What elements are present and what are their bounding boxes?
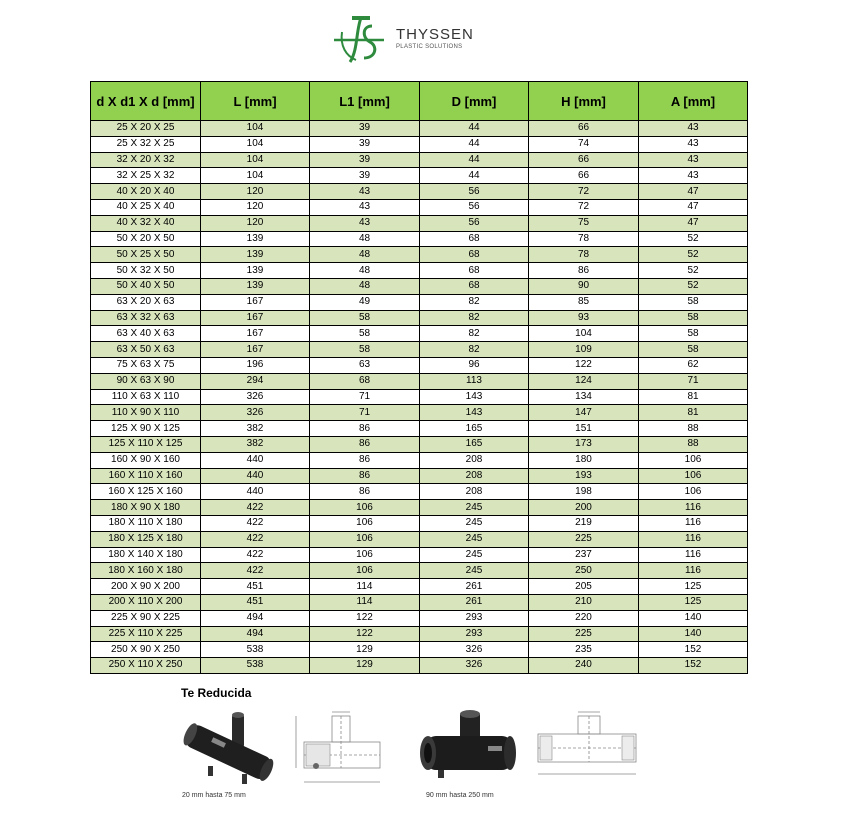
table-cell: 43 bbox=[310, 215, 420, 231]
table-row bbox=[91, 152, 748, 168]
table-cell: 382 bbox=[201, 421, 310, 437]
table-cell: 220 bbox=[529, 610, 639, 626]
table-cell: 122 bbox=[310, 626, 420, 642]
table-cell: 143 bbox=[420, 389, 529, 405]
table-cell: 40 X 32 X 40 bbox=[91, 215, 201, 231]
thyssen-logo-icon bbox=[328, 10, 390, 66]
table-cell: 104 bbox=[201, 168, 310, 184]
table-cell: 44 bbox=[420, 136, 529, 152]
table-cell: 96 bbox=[420, 357, 529, 373]
table-cell: 68 bbox=[310, 373, 420, 389]
table-row bbox=[91, 563, 748, 579]
header-d: D [mm] bbox=[420, 82, 529, 121]
table-cell: 129 bbox=[310, 642, 420, 658]
brand-logo bbox=[328, 10, 548, 66]
small-reducing-tee-image bbox=[178, 708, 278, 788]
table-cell: 113 bbox=[420, 373, 529, 389]
table-cell: 494 bbox=[201, 626, 310, 642]
table-cell: 326 bbox=[201, 405, 310, 421]
table-cell: 152 bbox=[639, 642, 748, 658]
table-cell: 50 X 25 X 50 bbox=[91, 247, 201, 263]
table-cell: 139 bbox=[201, 247, 310, 263]
table-cell: 120 bbox=[201, 184, 310, 200]
table-cell: 116 bbox=[639, 515, 748, 531]
table-cell: 48 bbox=[310, 247, 420, 263]
table-row bbox=[91, 326, 748, 342]
table-body bbox=[91, 121, 748, 674]
table-cell: 205 bbox=[529, 579, 639, 595]
table-row bbox=[91, 263, 748, 279]
table-cell: 88 bbox=[639, 436, 748, 452]
table-cell: 49 bbox=[310, 294, 420, 310]
table-cell: 245 bbox=[420, 515, 529, 531]
table-cell: 86 bbox=[310, 468, 420, 484]
table-cell: 151 bbox=[529, 421, 639, 437]
table-cell: 180 X 160 X 180 bbox=[91, 563, 201, 579]
table-cell: 47 bbox=[639, 184, 748, 200]
table-cell: 116 bbox=[639, 531, 748, 547]
table-cell: 124 bbox=[529, 373, 639, 389]
table-cell: 32 X 25 X 32 bbox=[91, 168, 201, 184]
table-row bbox=[91, 658, 748, 674]
table-cell: 62 bbox=[639, 357, 748, 373]
table-cell: 104 bbox=[201, 152, 310, 168]
table-cell: 86 bbox=[310, 421, 420, 437]
table-row bbox=[91, 168, 748, 184]
table-cell: 250 bbox=[529, 563, 639, 579]
table-cell: 63 X 32 X 63 bbox=[91, 310, 201, 326]
table-row bbox=[91, 357, 748, 373]
table-cell: 116 bbox=[639, 500, 748, 516]
table-cell: 39 bbox=[310, 168, 420, 184]
table-cell: 210 bbox=[529, 594, 639, 610]
table-cell: 82 bbox=[420, 294, 529, 310]
table-cell: 208 bbox=[420, 452, 529, 468]
table-cell: 82 bbox=[420, 310, 529, 326]
table-cell: 198 bbox=[529, 484, 639, 500]
table-cell: 140 bbox=[639, 626, 748, 642]
table-row bbox=[91, 184, 748, 200]
table-cell: 78 bbox=[529, 247, 639, 263]
table-cell: 43 bbox=[639, 136, 748, 152]
table-cell: 63 X 20 X 63 bbox=[91, 294, 201, 310]
table-cell: 43 bbox=[639, 121, 748, 137]
small-reducing-tee-drawing bbox=[292, 708, 402, 793]
table-cell: 104 bbox=[201, 136, 310, 152]
table-row bbox=[91, 421, 748, 437]
table-cell: 68 bbox=[420, 231, 529, 247]
table-cell: 48 bbox=[310, 278, 420, 294]
table-cell: 225 X 110 X 225 bbox=[91, 626, 201, 642]
table-cell: 68 bbox=[420, 278, 529, 294]
table-cell: 120 bbox=[201, 199, 310, 215]
table-cell: 81 bbox=[639, 405, 748, 421]
table-cell: 245 bbox=[420, 547, 529, 563]
table-cell: 193 bbox=[529, 468, 639, 484]
table-cell: 116 bbox=[639, 547, 748, 563]
table-cell: 180 bbox=[529, 452, 639, 468]
table-cell: 90 bbox=[529, 278, 639, 294]
table-cell: 440 bbox=[201, 468, 310, 484]
table-cell: 538 bbox=[201, 642, 310, 658]
table-cell: 167 bbox=[201, 310, 310, 326]
table-row bbox=[91, 500, 748, 516]
table-cell: 200 X 90 X 200 bbox=[91, 579, 201, 595]
table-cell: 58 bbox=[310, 342, 420, 358]
table-cell: 208 bbox=[420, 468, 529, 484]
table-cell: 63 bbox=[310, 357, 420, 373]
table-cell: 68 bbox=[420, 247, 529, 263]
table-row bbox=[91, 405, 748, 421]
table-header-row bbox=[91, 82, 748, 121]
table-row bbox=[91, 642, 748, 658]
table-cell: 44 bbox=[420, 152, 529, 168]
table-cell: 240 bbox=[529, 658, 639, 674]
table-cell: 114 bbox=[310, 579, 420, 595]
table-cell: 261 bbox=[420, 579, 529, 595]
table-cell: 72 bbox=[529, 184, 639, 200]
table-cell: 88 bbox=[639, 421, 748, 437]
table-cell: 58 bbox=[639, 294, 748, 310]
table-cell: 422 bbox=[201, 531, 310, 547]
table-cell: 245 bbox=[420, 500, 529, 516]
table-cell: 225 bbox=[529, 626, 639, 642]
table-cell: 167 bbox=[201, 342, 310, 358]
table-cell: 106 bbox=[639, 468, 748, 484]
table-cell: 160 X 90 X 160 bbox=[91, 452, 201, 468]
table-cell: 106 bbox=[639, 452, 748, 468]
table-cell: 63 X 50 X 63 bbox=[91, 342, 201, 358]
table-cell: 180 X 125 X 180 bbox=[91, 531, 201, 547]
table-cell: 66 bbox=[529, 121, 639, 137]
table-cell: 106 bbox=[310, 500, 420, 516]
table-row bbox=[91, 515, 748, 531]
table-cell: 250 X 90 X 250 bbox=[91, 642, 201, 658]
table-cell: 39 bbox=[310, 152, 420, 168]
table-cell: 139 bbox=[201, 231, 310, 247]
table-cell: 86 bbox=[310, 436, 420, 452]
table-cell: 32 X 20 X 32 bbox=[91, 152, 201, 168]
table-cell: 200 X 110 X 200 bbox=[91, 594, 201, 610]
table-cell: 25 X 20 X 25 bbox=[91, 121, 201, 137]
table-cell: 122 bbox=[529, 357, 639, 373]
table-cell: 66 bbox=[529, 152, 639, 168]
table-cell: 43 bbox=[310, 199, 420, 215]
table-cell: 56 bbox=[420, 199, 529, 215]
table-cell: 120 bbox=[201, 215, 310, 231]
brand-name: THYSSEN bbox=[396, 25, 474, 43]
table-cell: 382 bbox=[201, 436, 310, 452]
table-cell: 43 bbox=[639, 168, 748, 184]
table-cell: 110 X 63 X 110 bbox=[91, 389, 201, 405]
table-cell: 43 bbox=[310, 184, 420, 200]
table-cell: 326 bbox=[420, 642, 529, 658]
table-cell: 81 bbox=[639, 389, 748, 405]
table-cell: 58 bbox=[639, 326, 748, 342]
header-l1: L1 [mm] bbox=[310, 82, 420, 121]
header-h: H [mm] bbox=[529, 82, 639, 121]
table-cell: 422 bbox=[201, 563, 310, 579]
table-cell: 39 bbox=[310, 136, 420, 152]
table-cell: 422 bbox=[201, 500, 310, 516]
table-cell: 494 bbox=[201, 610, 310, 626]
table-cell: 261 bbox=[420, 594, 529, 610]
table-cell: 78 bbox=[529, 231, 639, 247]
table-cell: 50 X 40 X 50 bbox=[91, 278, 201, 294]
table-cell: 93 bbox=[529, 310, 639, 326]
large-reducing-tee-drawing bbox=[528, 708, 646, 786]
table-cell: 167 bbox=[201, 294, 310, 310]
table-row bbox=[91, 484, 748, 500]
table-cell: 122 bbox=[310, 610, 420, 626]
table-cell: 71 bbox=[310, 405, 420, 421]
table-cell: 75 X 63 X 75 bbox=[91, 357, 201, 373]
table-cell: 82 bbox=[420, 326, 529, 342]
table-cell: 125 bbox=[639, 594, 748, 610]
table-cell: 50 X 32 X 50 bbox=[91, 263, 201, 279]
table-cell: 140 bbox=[639, 610, 748, 626]
table-cell: 82 bbox=[420, 342, 529, 358]
table-cell: 165 bbox=[420, 436, 529, 452]
table-row bbox=[91, 231, 748, 247]
table-cell: 237 bbox=[529, 547, 639, 563]
table-cell: 293 bbox=[420, 626, 529, 642]
table-cell: 196 bbox=[201, 357, 310, 373]
table-cell: 48 bbox=[310, 263, 420, 279]
table-row bbox=[91, 531, 748, 547]
table-cell: 245 bbox=[420, 531, 529, 547]
table-cell: 180 X 140 X 180 bbox=[91, 547, 201, 563]
table-cell: 86 bbox=[529, 263, 639, 279]
table-cell: 225 X 90 X 225 bbox=[91, 610, 201, 626]
table-cell: 58 bbox=[310, 326, 420, 342]
table-cell: 104 bbox=[201, 121, 310, 137]
table-cell: 40 X 20 X 40 bbox=[91, 184, 201, 200]
table-cell: 165 bbox=[420, 421, 529, 437]
table-cell: 180 X 90 X 180 bbox=[91, 500, 201, 516]
table-cell: 104 bbox=[529, 326, 639, 342]
table-row bbox=[91, 452, 748, 468]
table-cell: 250 X 110 X 250 bbox=[91, 658, 201, 674]
table-cell: 200 bbox=[529, 500, 639, 516]
table-cell: 160 X 125 X 160 bbox=[91, 484, 201, 500]
table-cell: 47 bbox=[639, 199, 748, 215]
table-cell: 167 bbox=[201, 326, 310, 342]
table-cell: 85 bbox=[529, 294, 639, 310]
table-cell: 245 bbox=[420, 563, 529, 579]
table-cell: 109 bbox=[529, 342, 639, 358]
table-cell: 129 bbox=[310, 658, 420, 674]
table-cell: 72 bbox=[529, 199, 639, 215]
table-cell: 440 bbox=[201, 484, 310, 500]
table-row bbox=[91, 389, 748, 405]
table-cell: 56 bbox=[420, 215, 529, 231]
table-cell: 110 X 90 X 110 bbox=[91, 405, 201, 421]
table-row bbox=[91, 468, 748, 484]
large-range-caption: 90 mm hasta 250 mm bbox=[426, 792, 494, 799]
table-cell: 125 bbox=[639, 579, 748, 595]
table-cell: 52 bbox=[639, 278, 748, 294]
table-cell: 43 bbox=[639, 152, 748, 168]
table-cell: 86 bbox=[310, 452, 420, 468]
table-cell: 39 bbox=[310, 121, 420, 137]
table-cell: 219 bbox=[529, 515, 639, 531]
table-row bbox=[91, 215, 748, 231]
table-row bbox=[91, 294, 748, 310]
table-cell: 180 X 110 X 180 bbox=[91, 515, 201, 531]
table-cell: 106 bbox=[310, 515, 420, 531]
table-row bbox=[91, 199, 748, 215]
table-cell: 125 X 90 X 125 bbox=[91, 421, 201, 437]
table-cell: 66 bbox=[529, 168, 639, 184]
table-row bbox=[91, 579, 748, 595]
table-cell: 116 bbox=[639, 563, 748, 579]
small-range-caption: 20 mm hasta 75 mm bbox=[182, 792, 246, 799]
table-cell: 422 bbox=[201, 515, 310, 531]
table-cell: 134 bbox=[529, 389, 639, 405]
table-row bbox=[91, 342, 748, 358]
table-cell: 440 bbox=[201, 452, 310, 468]
table-cell: 71 bbox=[310, 389, 420, 405]
figure-title: Te Reducida bbox=[181, 686, 252, 700]
table-row bbox=[91, 310, 748, 326]
header-diameters: d X d1 X d [mm] bbox=[91, 82, 201, 121]
table-row bbox=[91, 278, 748, 294]
table-cell: 47 bbox=[639, 215, 748, 231]
table-cell: 52 bbox=[639, 231, 748, 247]
table-cell: 235 bbox=[529, 642, 639, 658]
table-cell: 451 bbox=[201, 579, 310, 595]
table-cell: 75 bbox=[529, 215, 639, 231]
table-cell: 152 bbox=[639, 658, 748, 674]
table-row bbox=[91, 547, 748, 563]
dimensions-table bbox=[90, 81, 748, 674]
table-cell: 56 bbox=[420, 184, 529, 200]
table-cell: 86 bbox=[310, 484, 420, 500]
table-cell: 90 X 63 X 90 bbox=[91, 373, 201, 389]
table-cell: 326 bbox=[420, 658, 529, 674]
table-cell: 44 bbox=[420, 121, 529, 137]
table-cell: 52 bbox=[639, 247, 748, 263]
table-row bbox=[91, 373, 748, 389]
table-cell: 48 bbox=[310, 231, 420, 247]
table-cell: 52 bbox=[639, 263, 748, 279]
table-row bbox=[91, 136, 748, 152]
table-cell: 106 bbox=[310, 563, 420, 579]
header-a: A [mm] bbox=[639, 82, 748, 121]
table-cell: 125 X 110 X 125 bbox=[91, 436, 201, 452]
table-cell: 139 bbox=[201, 263, 310, 279]
brand-tagline: PLASTIC SOLUTIONS bbox=[396, 43, 463, 50]
table-cell: 143 bbox=[420, 405, 529, 421]
table-cell: 225 bbox=[529, 531, 639, 547]
table-cell: 326 bbox=[201, 389, 310, 405]
table-cell: 58 bbox=[639, 310, 748, 326]
table-cell: 50 X 20 X 50 bbox=[91, 231, 201, 247]
table-row bbox=[91, 594, 748, 610]
table-cell: 451 bbox=[201, 594, 310, 610]
table-cell: 44 bbox=[420, 168, 529, 184]
table-cell: 173 bbox=[529, 436, 639, 452]
table-row bbox=[91, 247, 748, 263]
table-cell: 208 bbox=[420, 484, 529, 500]
table-cell: 139 bbox=[201, 278, 310, 294]
table-cell: 58 bbox=[639, 342, 748, 358]
table-cell: 106 bbox=[310, 547, 420, 563]
table-cell: 160 X 110 X 160 bbox=[91, 468, 201, 484]
table-cell: 74 bbox=[529, 136, 639, 152]
table-cell: 294 bbox=[201, 373, 310, 389]
header-l: L [mm] bbox=[201, 82, 310, 121]
large-reducing-tee-image bbox=[418, 708, 518, 790]
table-row bbox=[91, 121, 748, 137]
table-row bbox=[91, 436, 748, 452]
table-cell: 63 X 40 X 63 bbox=[91, 326, 201, 342]
table-row bbox=[91, 610, 748, 626]
table-cell: 293 bbox=[420, 610, 529, 626]
table-cell: 106 bbox=[639, 484, 748, 500]
table-cell: 538 bbox=[201, 658, 310, 674]
table-cell: 147 bbox=[529, 405, 639, 421]
table-cell: 114 bbox=[310, 594, 420, 610]
table-cell: 106 bbox=[310, 531, 420, 547]
table-cell: 58 bbox=[310, 310, 420, 326]
table-cell: 68 bbox=[420, 263, 529, 279]
table-row bbox=[91, 626, 748, 642]
table-cell: 422 bbox=[201, 547, 310, 563]
table-cell: 71 bbox=[639, 373, 748, 389]
table-cell: 40 X 25 X 40 bbox=[91, 199, 201, 215]
table-cell: 25 X 32 X 25 bbox=[91, 136, 201, 152]
